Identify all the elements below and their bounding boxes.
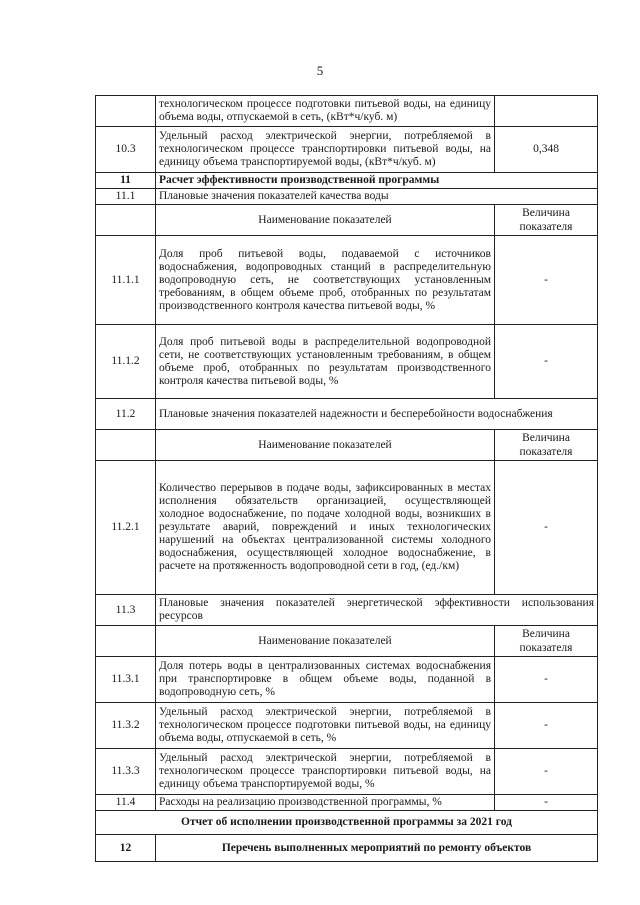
table-row xyxy=(96,795,598,811)
row-text: Удельный расход электрической энергии, потребляемой в технологическом процессе транспортировки питьевой воды, на единицу объема транспортируемой воды, (кВт*ч/куб. м) xyxy=(156,127,495,173)
subsection-row xyxy=(96,189,598,205)
row-value: - xyxy=(495,703,598,749)
table-row xyxy=(96,127,598,173)
page-number: 5 xyxy=(316,63,324,78)
column-header-row xyxy=(96,626,598,657)
report-heading: Отчет об исполнении производственной программы за 2021 год xyxy=(96,811,598,835)
table-row xyxy=(96,96,598,127)
column-header-name: Наименование показателей xyxy=(156,430,495,461)
row-number xyxy=(96,96,156,127)
column-header-value: Величина показателя xyxy=(495,626,598,657)
column-header-value: Величина показателя xyxy=(495,430,598,461)
indicators-table xyxy=(95,95,598,862)
row-value: 0,348 xyxy=(495,127,598,173)
empty-cell xyxy=(96,430,156,461)
column-header-row xyxy=(96,430,598,461)
row-number: 10.3 xyxy=(96,127,156,173)
subsection-title: Плановые значения показателей энергетической эффективности использования ресурсов xyxy=(156,595,598,626)
row-text: Доля потерь воды в централизованных системах водоснабжения при транспортировке в общем объеме воды, поданной в водопроводную сеть, % xyxy=(156,657,495,703)
row-value: - xyxy=(495,795,598,811)
subsection-number: 11.2 xyxy=(96,399,156,430)
column-header-row xyxy=(96,205,598,236)
column-header-name: Наименование показателей xyxy=(156,626,495,657)
subsection-number: 11.1 xyxy=(96,189,156,205)
column-header-name: Наименование показателей xyxy=(156,205,495,236)
table-row xyxy=(96,461,598,595)
row-value: - xyxy=(495,749,598,795)
subsection-title: Плановые значения показателей надежности и бесперебойности водоснабжения xyxy=(156,399,598,430)
row-text: Количество перерывов в подаче воды, зафиксированных в местах исполнения обязательств организацией, осуществляющей холодное водоснабжение, по подаче холодной воды, возникших в результате аварий, повреждений и иных технологических нарушений на объектах централизованной системы холодного водоснабжения, осуществляющей холодное водоснабжение, в расчете на протяженность водопроводной сети в год, (ед./км) xyxy=(156,461,495,595)
report-heading-row xyxy=(96,811,598,835)
table-row xyxy=(96,236,598,325)
row-number: 11.2.1 xyxy=(96,461,156,595)
row-value xyxy=(495,96,598,127)
subsection-row xyxy=(96,595,598,626)
subsection-title: Плановые значения показателей качества воды xyxy=(156,189,598,205)
row-value: - xyxy=(495,461,598,595)
subsection-row xyxy=(96,399,598,430)
row-text: Удельный расход электрической энергии, потребляемой в технологическом процессе транспортировки питьевой воды, на единицу объема транспортируемой воды, % xyxy=(156,749,495,795)
row-number: 11.1.2 xyxy=(96,325,156,399)
table-row xyxy=(96,749,598,795)
section-number: 12 xyxy=(96,835,156,862)
row-number: 11.3.1 xyxy=(96,657,156,703)
row-value: - xyxy=(495,325,598,399)
row-value: - xyxy=(495,657,598,703)
empty-cell xyxy=(96,205,156,236)
empty-cell xyxy=(96,626,156,657)
section-row xyxy=(96,835,598,862)
section-title: Перечень выполненных мероприятий по ремонту объектов xyxy=(156,835,598,862)
table-row xyxy=(96,325,598,399)
section-row xyxy=(96,173,598,189)
column-header-value: Величина показателя xyxy=(495,205,598,236)
row-number: 11.4 xyxy=(96,795,156,811)
row-text: технологическом процессе подготовки питьевой воды, на единицу объема воды, отпускаемой в сеть, (кВт*ч/куб. м) xyxy=(156,96,495,127)
row-number: 11.3.2 xyxy=(96,703,156,749)
row-text: Доля проб питьевой воды, подаваемой с источников водоснабжения, водопроводных станций в распределительную водопроводную сеть, не соответствующих установленным требованиям, в общем объеме проб, отобранных по результатам производственного контроля качества питьевой воды, % xyxy=(156,236,495,325)
row-text: Доля проб питьевой воды в распределительной водопроводной сети, не соответствующих установленным требованиям, в общем объеме проб, отобранных по результатам производственного контроля качества питьевой воды, % xyxy=(156,325,495,399)
subsection-number: 11.3 xyxy=(96,595,156,626)
row-text: Расходы на реализацию производственной программы, % xyxy=(156,795,495,811)
row-text: Удельный расход электрической энергии, потребляемой в технологическом процессе подготовки питьевой воды, на единицу объема воды, отпускаемой в сеть, % xyxy=(156,703,495,749)
row-number: 11.3.3 xyxy=(96,749,156,795)
row-number: 11.1.1 xyxy=(96,236,156,325)
table-row xyxy=(96,703,598,749)
row-value: - xyxy=(495,236,598,325)
table-row xyxy=(96,657,598,703)
section-title: Расчет эффективности производственной программы xyxy=(156,173,598,189)
section-number: 11 xyxy=(96,173,156,189)
